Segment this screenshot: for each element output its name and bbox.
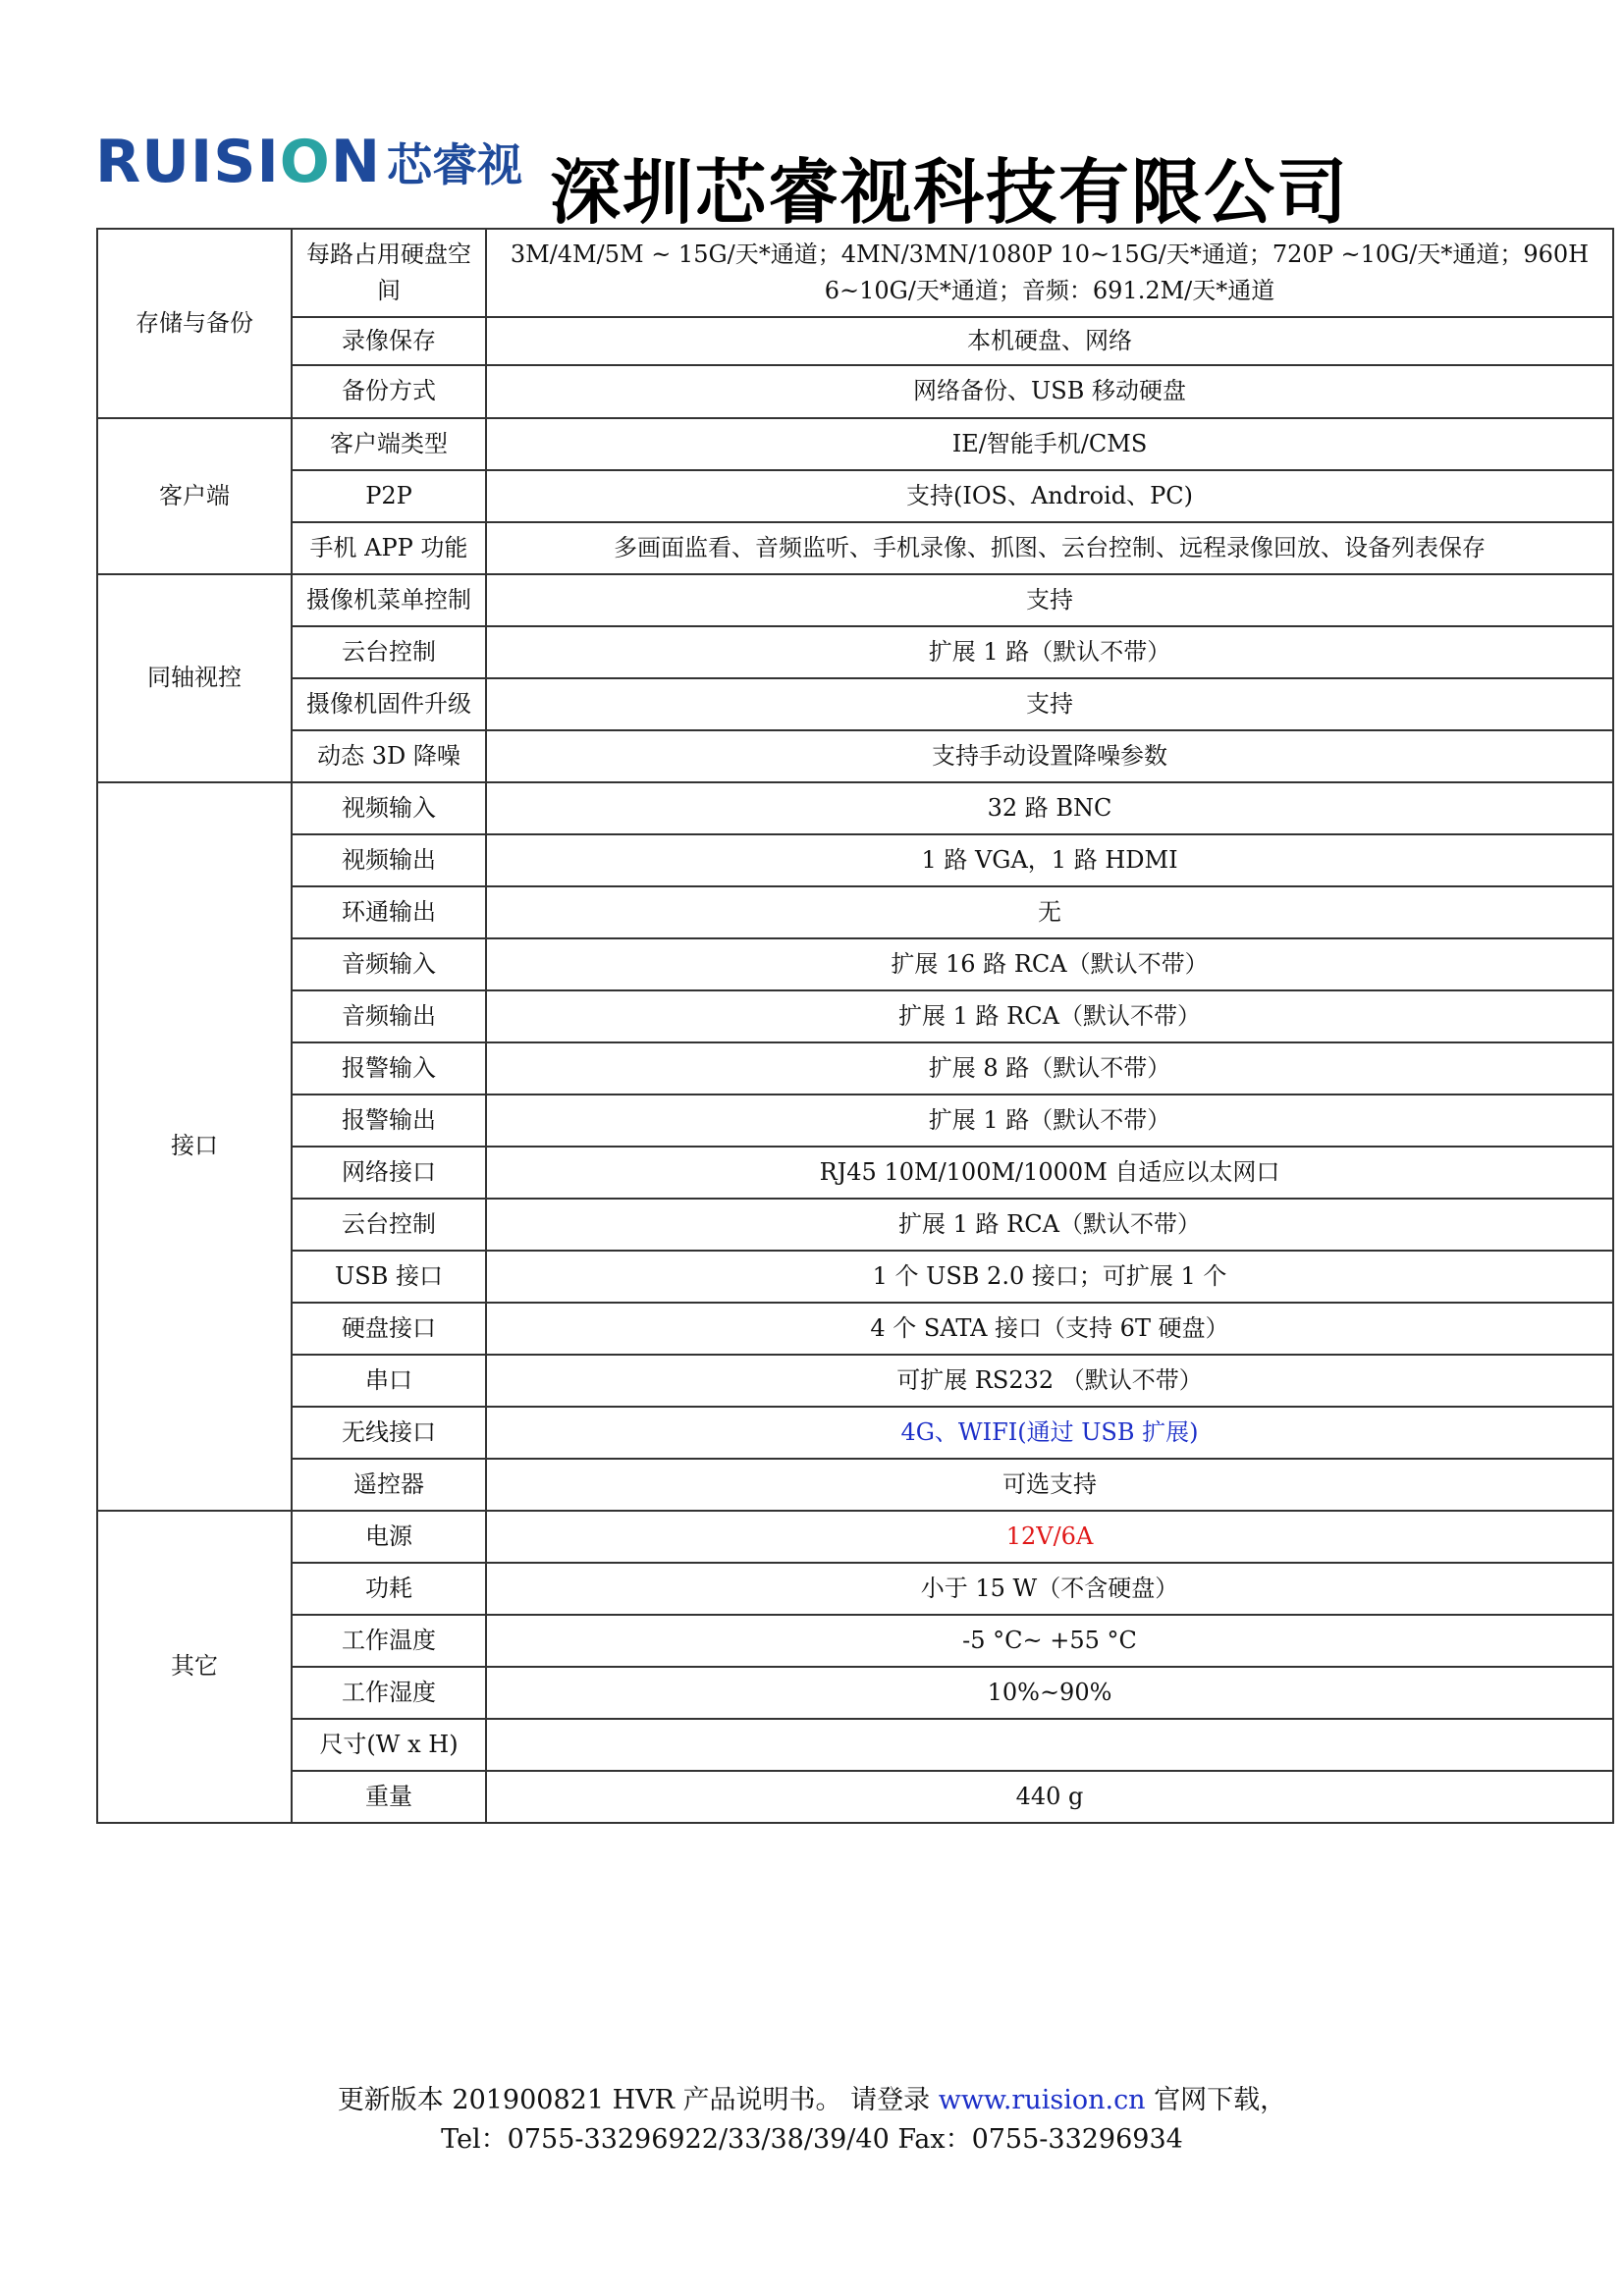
table-row [97,1667,1613,1719]
table-row [97,317,1613,365]
label-cell: 工作温度 [292,1615,486,1667]
table-row [97,1615,1613,1667]
value-cell: 可选支持 [486,1459,1613,1511]
table-row [97,418,1613,470]
table-row [97,470,1613,522]
company-logo [95,113,522,211]
value-cell: 扩展 16 路 RCA（默认不带） [486,938,1613,990]
label-cell: 录像保存 [292,317,486,365]
value-cell: 4G、WIFI(通过 USB 扩展) [486,1407,1613,1459]
category-cell: 同轴视控 [97,574,292,782]
label-cell: 无线接口 [292,1407,486,1459]
footer-version-line [0,2081,1624,2120]
table-row [97,678,1613,730]
table-row [97,1147,1613,1199]
value-cell: 支持 [486,678,1613,730]
value-cell: 本机硬盘、网络 [486,317,1613,365]
table-row [97,834,1613,886]
category-cell: 客户端 [97,418,292,574]
value-cell: 1 路 VGA，1 路 HDMI [486,834,1613,886]
website-link[interactable]: www.ruision.cn [938,2085,1146,2115]
table-row [97,229,1613,317]
value-cell: 可扩展 RS232 （默认不带） [486,1355,1613,1407]
label-cell: 功耗 [292,1563,486,1615]
value-cell: 扩展 1 路 RCA（默认不带） [486,990,1613,1042]
value-cell: 无 [486,886,1613,938]
label-cell: 重量 [292,1771,486,1823]
table-row [97,1095,1613,1147]
label-cell: 尺寸(W x H) [292,1719,486,1771]
label-cell: 电源 [292,1511,486,1563]
label-cell: 音频输出 [292,990,486,1042]
label-cell: P2P [292,470,486,522]
value-cell: 32 路 BNC [486,782,1613,834]
label-cell: 摄像机菜单控制 [292,574,486,626]
label-cell: 工作湿度 [292,1667,486,1719]
table-row [97,1355,1613,1407]
table-row [97,626,1613,678]
table-row [97,522,1613,574]
table-row [97,886,1613,938]
table-row [97,1251,1613,1303]
label-cell: 报警输入 [292,1042,486,1095]
value-cell: RJ45 10M/100M/1000M 自适应以太网口 [486,1147,1613,1199]
label-cell: 云台控制 [292,626,486,678]
value-cell: 12V/6A [486,1511,1613,1563]
label-cell: 视频输入 [292,782,486,834]
value-cell: 扩展 8 路（默认不带） [486,1042,1613,1095]
table-row [97,730,1613,782]
footer-contact-line: Tel：0755-33296922/33/38/39/40 Fax：0755-33296934 [441,2124,1183,2155]
spec-table [96,228,1614,1824]
table-row [97,1771,1613,1823]
table-row [97,1719,1613,1771]
label-cell: 云台控制 [292,1199,486,1251]
label-cell: 网络接口 [292,1147,486,1199]
table-row [97,574,1613,626]
label-cell: 动态 3D 降噪 [292,730,486,782]
value-cell: 小于 15 W（不含硬盘） [486,1563,1613,1615]
category-cell: 其它 [97,1511,292,1823]
value-cell: 多画面监看、音频监听、手机录像、抓图、云台控制、远程录像回放、设备列表保存 [486,522,1613,574]
footer-download-text: 官网下载， [1145,2085,1287,2115]
logo-chinese-name: 芯睿视 [387,138,523,191]
company-name: 深圳芯睿视科技有限公司 [550,150,1350,234]
value-cell: 扩展 1 路（默认不带） [486,626,1613,678]
value-cell: 3M/4M/5M ~ 15G/天*通道；4MN/3MN/1080P 10~15G/天*通道；720P ~10G/天*通道；960H 6~10G/天*通道；音频：691.2M/天*通道 [486,229,1613,317]
value-cell: 网络备份、USB 移动硬盘 [486,365,1613,418]
category-cell: 存储与备份 [97,229,292,418]
value-cell: 扩展 1 路 RCA（默认不带） [486,1199,1613,1251]
label-cell: 音频输入 [292,938,486,990]
label-cell: 视频输出 [292,834,486,886]
value-cell: 支持手动设置降噪参数 [486,730,1613,782]
value-cell: IE/智能手机/CMS [486,418,1613,470]
table-row [97,990,1613,1042]
label-cell: 手机 APP 功能 [292,522,486,574]
value-cell: 10%~90% [486,1667,1613,1719]
table-row [97,1563,1613,1615]
value-cell: 支持(IOS、Android、PC) [486,470,1613,522]
table-row [97,365,1613,418]
value-cell: 440 g [486,1771,1613,1823]
label-cell: 备份方式 [292,365,486,418]
table-row [97,1199,1613,1251]
value-cell: -5 °C~ +55 °C [486,1615,1613,1667]
table-row [97,1407,1613,1459]
value-cell: 扩展 1 路（默认不带） [486,1095,1613,1147]
label-cell: USB 接口 [292,1251,486,1303]
value-cell: 支持 [486,574,1613,626]
label-cell: 环通输出 [292,886,486,938]
label-cell: 客户端类型 [292,418,486,470]
table-row [97,938,1613,990]
table-row [97,1511,1613,1563]
label-cell: 串口 [292,1355,486,1407]
table-row [97,1042,1613,1095]
value-cell [486,1719,1613,1771]
logo-wordmark: RUISION [95,128,382,196]
document-header [0,0,1624,234]
value-cell: 4 个 SATA 接口（支持 6T 硬盘） [486,1303,1613,1355]
label-cell: 硬盘接口 [292,1303,486,1355]
footer-version-text: 更新版本 201900821 HVR 产品说明书。 请登录 [337,2085,939,2115]
document-footer [0,2081,1624,2160]
table-row [97,1303,1613,1355]
label-cell: 报警输出 [292,1095,486,1147]
label-cell: 遥控器 [292,1459,486,1511]
category-cell: 接口 [97,782,292,1511]
value-cell: 1 个 USB 2.0 接口；可扩展 1 个 [486,1251,1613,1303]
table-row [97,782,1613,834]
table-row [97,1459,1613,1511]
label-cell: 摄像机固件升级 [292,678,486,730]
label-cell: 每路占用硬盘空间 [292,229,486,317]
